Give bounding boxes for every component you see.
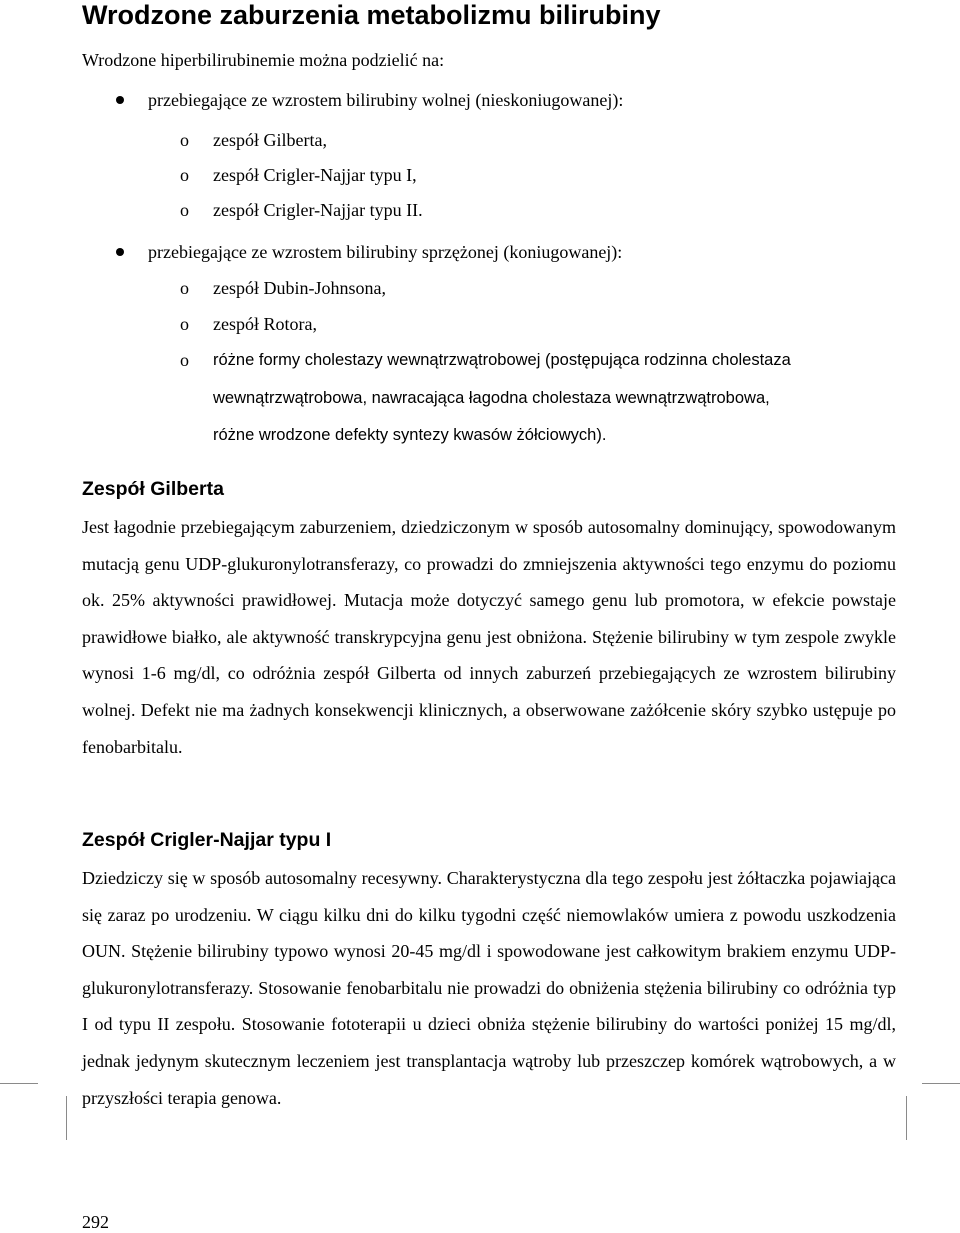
list-item: różne formy cholestazy wewnątrzwątrobowej (postępująca rodzinna cholestaza — [213, 351, 791, 369]
page-title: Wrodzone zaburzenia metabolizmu bilirubiny — [82, 0, 661, 30]
list-item: zespół Crigler-Najjar typu I, — [213, 165, 417, 185]
bullet-icon — [116, 248, 124, 256]
circle-bullet-icon: o — [180, 278, 189, 298]
page-number: 292 — [82, 1212, 109, 1232]
circle-bullet-icon: o — [180, 130, 189, 150]
group-2-label: przebiegające ze wzrostem bilirubiny sprzężonej (koniugowanej): — [148, 242, 623, 262]
circle-bullet-icon: o — [180, 165, 189, 185]
bullet-icon — [116, 96, 124, 104]
crop-mark — [906, 1096, 907, 1140]
list-item: zespół Rotora, — [213, 314, 317, 334]
list-item-continuation: wewnątrzwątrobowa, nawracająca łagodna cholestaza wewnątrzwątrobowa, — [213, 389, 770, 407]
section-heading: Zespół Crigler-Najjar typu I — [82, 829, 332, 851]
list-item-continuation: różne wrodzone defekty syntezy kwasów żółciowych). — [213, 426, 607, 444]
section-paragraph: Jest łagodnie przebiegającym zaburzeniem, dziedziczonym w sposób autosomalny dominujący, spowodowanym mutacją genu UDP-glukuronylotransferazy, co prowadzi do zmniejszenia aktywności tego enzymu do poziomu ok. 25% aktywności prawidłowej. Mutacja może dotyczyć samego genu lub promotora, w efekcie powstaje prawidłowe białko, ale aktywność transkrypcyjna genu jest obniżona. Stężenie bilirubiny w tym zespole zwykle wynosi 1-6 mg/dl, co odróżnia zespół Gilberta od innych zaburzeń przebiegających ze wzrostem bilirubiny wolnej. Defekt nie ma żadnych konsekwencji klinicznych, a obserwowane zażółcenie skóry szybko ustępuje po fenobarbitalu. — [82, 517, 896, 757]
intro-text: Wrodzone hiperbilirubinemie można podzielić na: — [82, 50, 445, 70]
section-heading: Zespół Gilberta — [82, 478, 224, 500]
list-item: zespół Gilberta, — [213, 130, 327, 150]
group-1-label: przebiegające ze wzrostem bilirubiny wolnej (nieskoniugowanej): — [148, 90, 624, 110]
circle-bullet-icon: o — [180, 314, 189, 334]
crop-mark — [66, 1096, 67, 1140]
circle-bullet-icon: o — [180, 200, 189, 220]
section-paragraph: Dziedziczy się w sposób autosomalny recesywny. Charakterystyczna dla tego zespołu jest żółtaczka pojawiająca się zaraz po urodzeniu. W ciągu kilku dni do kilku tygodni część niemowlaków umiera z powodu uszkodzenia OUN. Stężenie bilirubiny typowo wynosi 20-45 mg/dl i spowodowane jest całkowitym brakiem enzymu UDP-glukuronylotransferazy. Stosowanie fenobarbitalu nie prowadzi do obniżenia stężenia bilirubiny co odróżnia typ I od typu II zespołu. Stosowanie fototerapii u dzieci obniża stężenie bilirubiny do wartości poniżej 15 mg/dl, jednak jedynym skutecznym leczeniem jest transplantacja wątroby lub przeszczep komórek wątrobowych, a w przyszłości terapia genowa. — [82, 868, 896, 1108]
crop-mark — [0, 1083, 38, 1084]
list-item: zespół Crigler-Najjar typu II. — [213, 200, 423, 220]
circle-bullet-icon: o — [180, 350, 189, 370]
crop-mark — [922, 1083, 960, 1084]
list-item: zespół Dubin-Johnsona, — [213, 278, 386, 298]
